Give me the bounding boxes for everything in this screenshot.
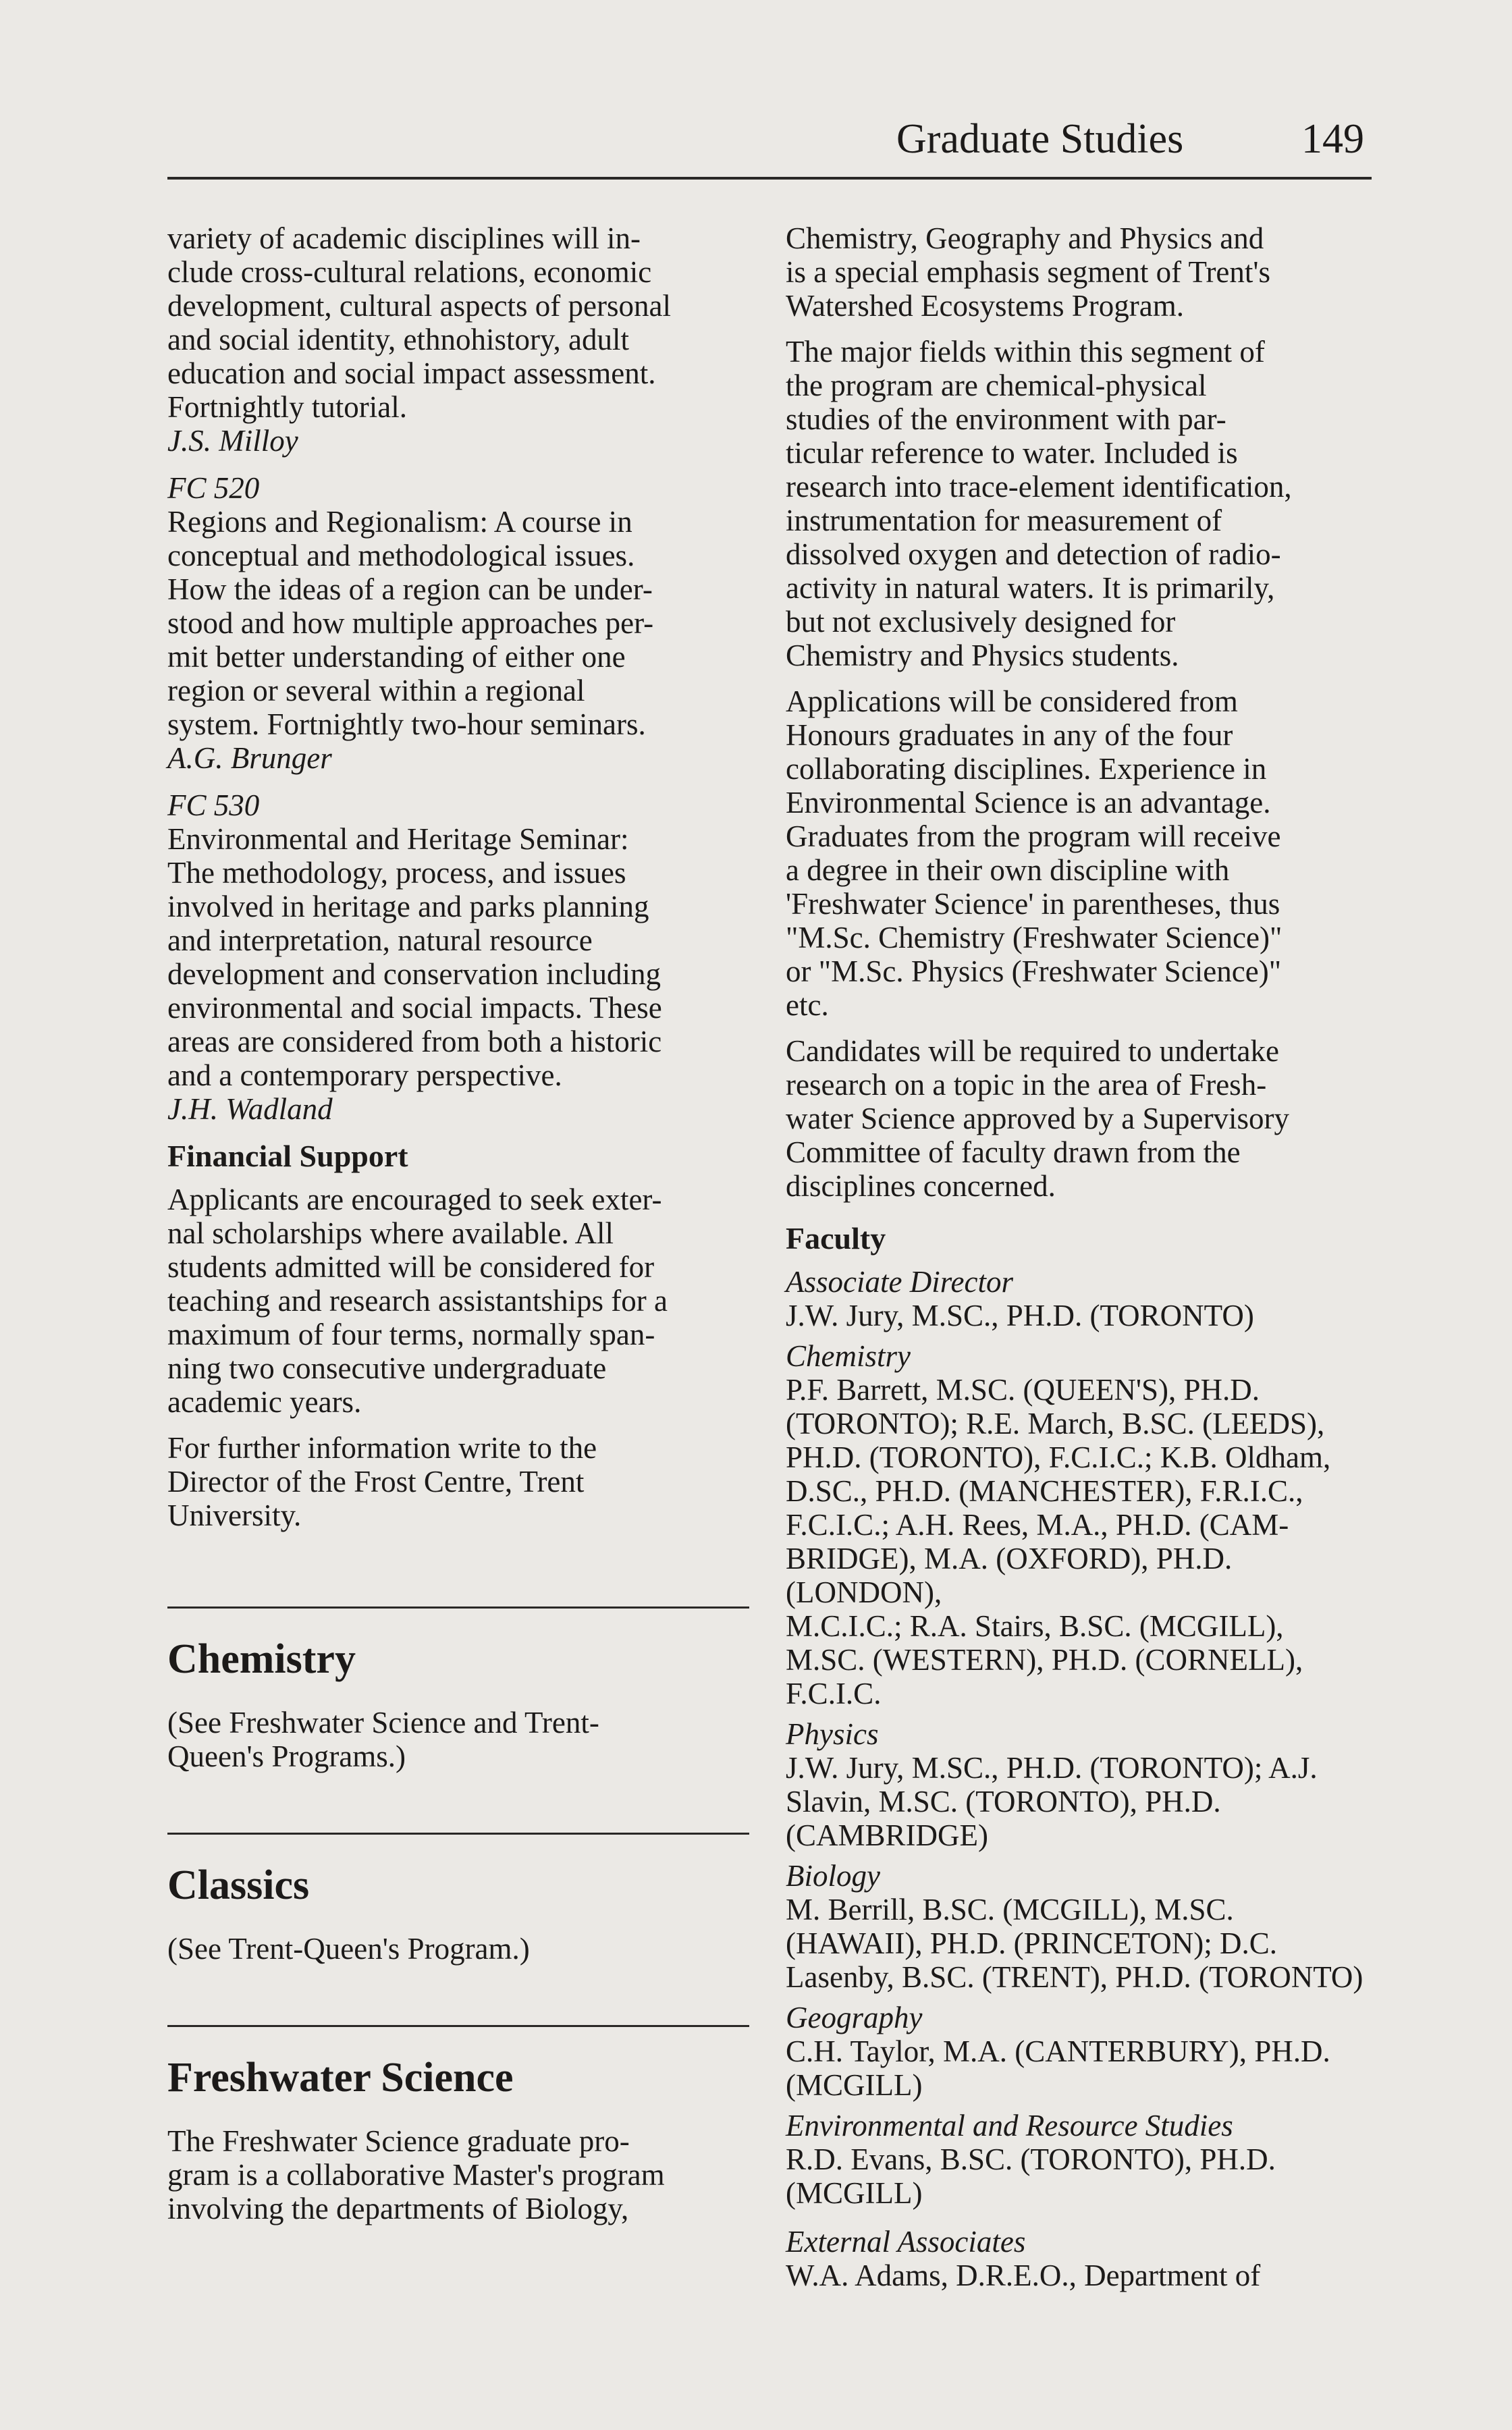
section-title-freshwater-science: Freshwater Science [167,2055,514,2101]
course-description: Environmental and Heritage Seminar: The methodology, process, and issues involved in heritage and parks planning and interpretation, natural resource development and conservation including environmental and social impacts. These areas are considered from both a historic and a contemporary perspective. [167,822,662,1092]
faculty-category: External Associates [786,2225,1026,2259]
left-column [167,221,749,2238]
faculty-list: P.F. Barrett, M.SC. (QUEEN'S), PH.D. (TORONTO); R.E. March, B.SC. (LEEDS), PH.D. (TORONTO), F.C.I.C.; K.B. Oldham, D.SC., PH.D. (MANCHESTER), F.R.I.C., F.C.I.C.; A.H. Rees, M.A., PH.D. (CAM- BRIDGE), M.A. (OXFORD), PH.D. (LONDON), M.C.I.C.; R.A. Stairs, B.SC. (MCGILL), M.SC. (WESTERN), PH.D. (CORNELL), F.C.I.C. [786,1373,1331,1710]
running-head: Graduate Studies [896,116,1184,162]
faculty-list: M. Berrill, B.SC. (MCGILL), M.SC. (HAWAII), PH.D. (PRINCETON); D.C. Lasenby, B.SC. (TRENT), PH.D. (TORONTO) [786,1893,1364,1994]
header-rule [167,177,1372,180]
page-number: 149 [1301,116,1364,162]
course-instructor: J.S. Milloy [167,424,298,458]
course-instructor: A.G. Brunger [167,741,332,775]
faculty-list: C.H. Taylor, M.A. (CANTERBURY), PH.D. (MCGILL) [786,2034,1330,2102]
faculty-list: W.A. Adams, D.R.E.O., Department of [786,2259,1261,2292]
course-instructor: J.H. Wadland [167,1092,333,1126]
program-paragraph: Chemistry, Geography and Physics and is a special emphasis segment of Trent's Watershed Ecosystems Program. [786,221,1271,323]
section-title-classics: Classics [167,1862,310,1908]
faculty-category: Environmental and Resource Studies [786,2109,1233,2142]
classics-note: (See Trent-Queen's Program.) [167,1932,530,1966]
course-code: FC 520 [167,471,260,505]
section-rule [167,1833,749,1835]
faculty-category: Biology [786,1859,880,1893]
program-paragraph: The major fields within this segment of the program are chemical-physical studies of the environment with par- ticular reference to water. Included is research into trace-element identification, instrumentation for measurement of dissolved oxygen and detection of radio- activity in natural waters. It is primarily, but not exclusively designed for Chemistry and Physics students. [786,335,1292,672]
faculty-category: Chemistry [786,1339,911,1373]
right-column [786,221,1372,2299]
further-information-text: For further information write to the Director of the Frost Centre, Trent University. [167,1431,597,1532]
faculty-heading: Faculty [786,1221,886,1256]
section-title-chemistry: Chemistry [167,1636,356,1682]
freshwater-intro: The Freshwater Science graduate pro- gram is a collaborative Master's program involving the departments of Biology, [167,2124,665,2225]
course-intro-text: variety of academic disciplines will in- clude cross-cultural relations, economic development, cultural aspects of personal and social identity, ethnohistory, adult education and social impact assessment. Fortnightly tutorial. [167,221,671,424]
chemistry-note: (See Freshwater Science and Trent- Queen's Programs.) [167,1706,599,1773]
program-paragraph: Candidates will be required to undertake research on a topic in the area of Fresh- water Science approved by a Supervisory Committee of faculty drawn from the disciplines concerned. [786,1034,1289,1203]
financial-support-heading: Financial Support [167,1139,408,1173]
faculty-category: Physics [786,1717,879,1751]
faculty-category: Geography [786,2001,923,2034]
course-code: FC 530 [167,788,260,822]
faculty-list: R.D. Evans, B.SC. (TORONTO), PH.D. (MCGILL) [786,2142,1276,2210]
section-rule [167,2025,749,2027]
faculty-list: J.W. Jury, M.SC., PH.D. (TORONTO); A.J. Slavin, M.SC. (TORONTO), PH.D. (CAMBRIDGE) [786,1751,1318,1852]
faculty-category: Associate Director [786,1265,1014,1299]
section-rule [167,1606,749,1609]
faculty-list: J.W. Jury, M.SC., PH.D. (TORONTO) [786,1299,1254,1332]
financial-support-text: Applicants are encouraged to seek exter- nal scholarships where available. All students admitted will be considered for teaching and research assistantships for a maximum of four terms, normally span- ning two consecutive undergraduate academic years. [167,1183,668,1419]
course-description: Regions and Regionalism: A course in conceptual and methodological issues. How the ideas of a region can be under- stood and how multiple approaches per- mit better understanding of either one region or several within a regional system. Fortnightly two-hour seminars. [167,505,654,741]
program-paragraph: Applications will be considered from Honours graduates in any of the four collaborating disciplines. Experience in Environmental Science is an advantage. Graduates from the program will receive a degree in their own discipline with 'Freshwater Science' in parentheses, thus "M.Sc. Chemistry (Freshwater Science)" or "M.Sc. Physics (Freshwater Science)" etc. [786,684,1282,1022]
